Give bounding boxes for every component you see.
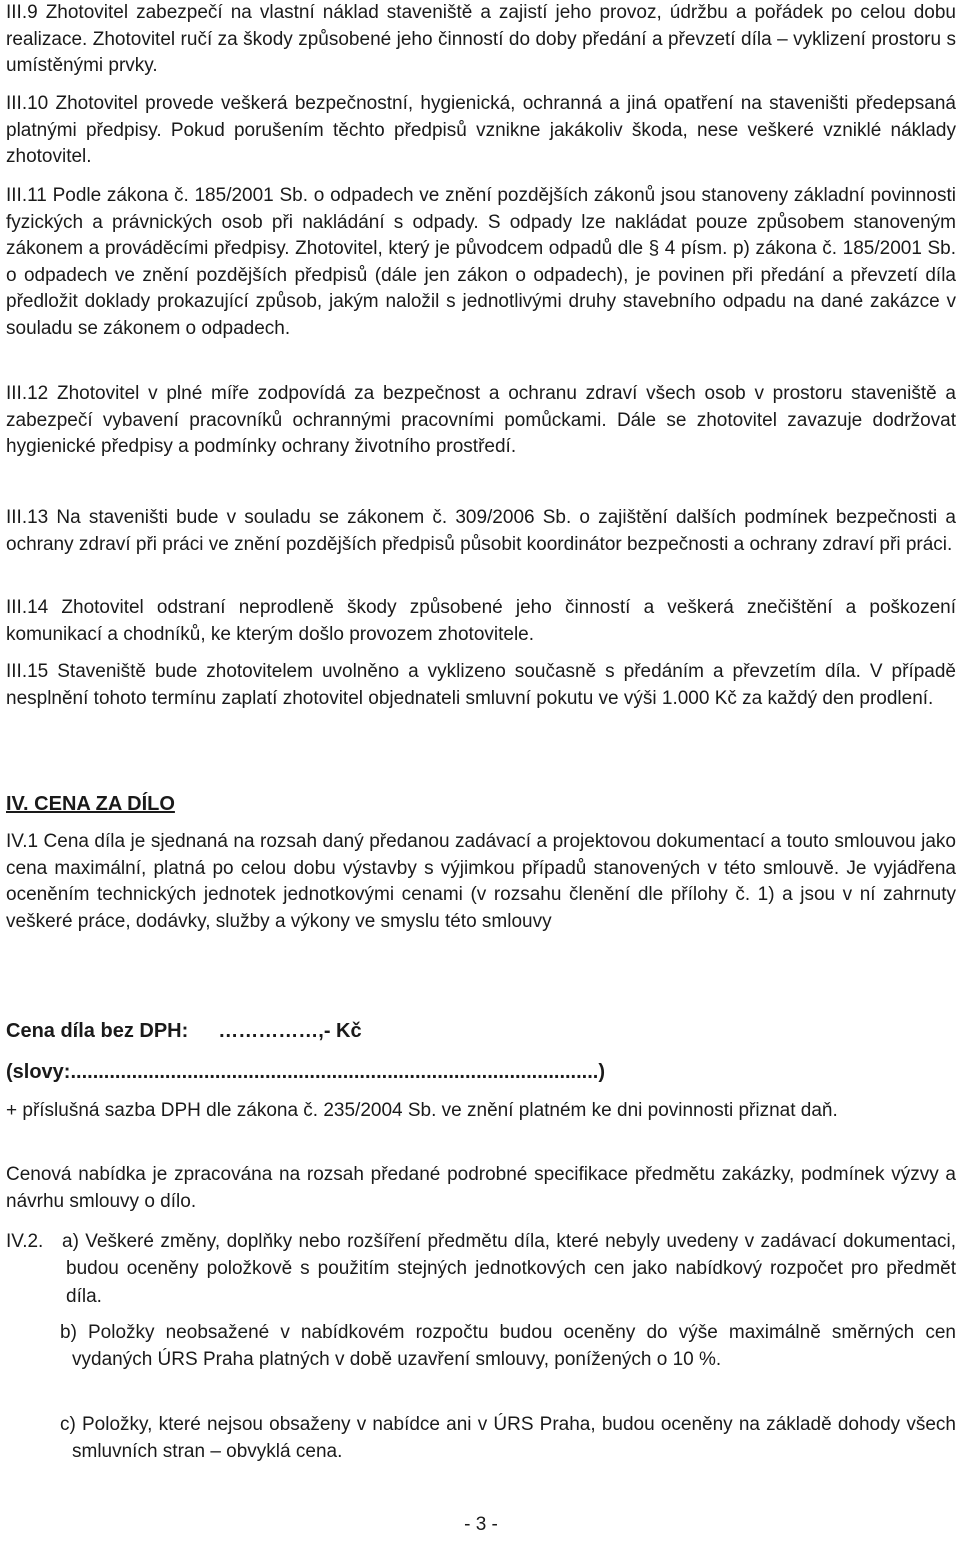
paragraph-iv-2-number: IV.2.	[6, 1231, 44, 1252]
price-value: ……………,- Kč	[218, 1020, 362, 1042]
paragraph-iv-2-a	[6, 1228, 956, 1310]
paragraph-iv-2-b	[6, 1320, 956, 1373]
paragraph-iii-15: III.15 Staveniště bude zhotovitelem uvolněno a vyklizeno současně s předáním a převzetím díla. V případě nesplnění tohoto termínu zaplatí zhotovitel objednateli smluvní pokutu ve výši 1.000 Kč za každý den prodlení.	[6, 661, 956, 709]
paragraph-iii-9: III.9 Zhotovitel zabezpečí na vlastní náklad staveniště a zajistí jeho provoz, údržbu a pořádek po celou dobu realizace. Zhotovitel ručí za škody způsobené jeho činností do doby předání a převzetí díla – vyklizení prostoru s umístěnými prvky.	[6, 2, 956, 77]
paragraph-iii-11: III.11 Podle zákona č. 185/2001 Sb. o odpadech ve znění pozdějších zákonů jsou stanoveny základní povinnosti fyzických a právnických osob při nakládání s odpady. S odpady lze nakládat pouze způsobem stanoveným zákonem a prováděcími předpisy. Zhotovitel, který je původcem odpadů dle § 4 písm. p) zákona č. 185/2001 Sb. o odpadech ve znění pozdějších předpisů (dále jen zákon o odpadech), je povinen při předání a převzetí díla předložit doklady prokazující způsob, jakým naložil s jednotlivými druhy stavebního odpadu na dané zakázce v souladu se zákonem o odpadech.	[6, 185, 956, 339]
paragraph-iii-13: III.13 Na staveništi bude v souladu se zákonem č. 309/2006 Sb. o zajištění dalších podmínek bezpečnosti a ochrany zdraví při práci ve znění pozdějších předpisů působit koordinátor bezpečnosti a ochrany zdraví při práci.	[6, 507, 956, 555]
price-line	[6, 1017, 362, 1045]
paragraph-iii-14: III.14 Zhotovitel odstraní neprodleně škody způsobené jeho činností a veškerá znečištění a poškození komunikací a chodníků, ke kterým došlo provozem zhotovitele.	[6, 597, 956, 645]
section-heading-cena-za-dilo: IV. CENA ZA DÍLO	[6, 793, 175, 815]
price-label: Cena díla bez DPH:	[6, 1020, 189, 1042]
vat-note: + příslušná sazba DPH dle zákona č. 235/2004 Sb. ve znění platném ke dni povinnosti přiznat daň.	[6, 1100, 838, 1121]
paragraph-iv-1: IV.1 Cena díla je sjednaná na rozsah daný předanou zadávací a projektovou dokumentací a touto smlouvou jako cena maximální, platná po celou dobu výstavby s výjimkou případů stanovených v této smlouvě. Je vyjádřena oceněním technických jednotek jednotkovými cenami (v rozsahu členění dle přílohy č. 1) a jsou v ní zahrnuty veškeré práce, dodávky, služby a výkony ve smyslu této smlouvy	[6, 831, 956, 932]
page-number: - 3 -	[464, 1514, 498, 1535]
price-in-words: (slovy:...............................................................................................)	[6, 1061, 606, 1083]
paragraph-iii-12: III.12 Zhotovitel v plné míře zodpovídá za bezpečnost a ochranu zdraví všech osob v prostoru staveniště a zabezpečí vybavení pracovníků ochrannými pracovními pomůckami. Dále se zhotovitel zavazuje dodržovat hygienické předpisy a podmínky ochrany životního prostředí.	[6, 383, 956, 458]
paragraph-iii-10: III.10 Zhotovitel provede veškerá bezpečnostní, hygienická, ochranná a jiná opatření na staveništi předepsaná platnými předpisy. Pokud porušením těchto předpisů vznikne jakákoliv škoda, nese veškeré vzniklé náklady zhotovitel.	[6, 93, 956, 168]
item-b-text: b) Položky neobsažené v nabídkovém rozpočtu budou oceněny do výše maximálně směrných cen vydaných ÚRS Praha platných v době uzavření smlouvy, ponížených o 10 %.	[60, 1322, 956, 1370]
item-a-text: a) Veškeré změny, doplňky nebo rozšíření předmětu díla, které nebyly uvedeny v zadávací dokumentaci, budou oceněny položkově s použitím stejných jednotkových cen jako nabídkový rozpočet pro předmět díla.	[62, 1231, 956, 1307]
paragraph-iv-2-c	[6, 1412, 956, 1465]
item-c-text: c) Položky, které nejsou obsaženy v nabídce ani v ÚRS Praha, budou oceněny na základě dohody všech smluvních stran – obvyklá cena.	[60, 1414, 956, 1462]
offer-note: Cenová nabídka je zpracována na rozsah předané podrobné specifikace předmětu zakázky, podmínek výzvy a návrhu smlouvy o dílo.	[6, 1164, 956, 1212]
